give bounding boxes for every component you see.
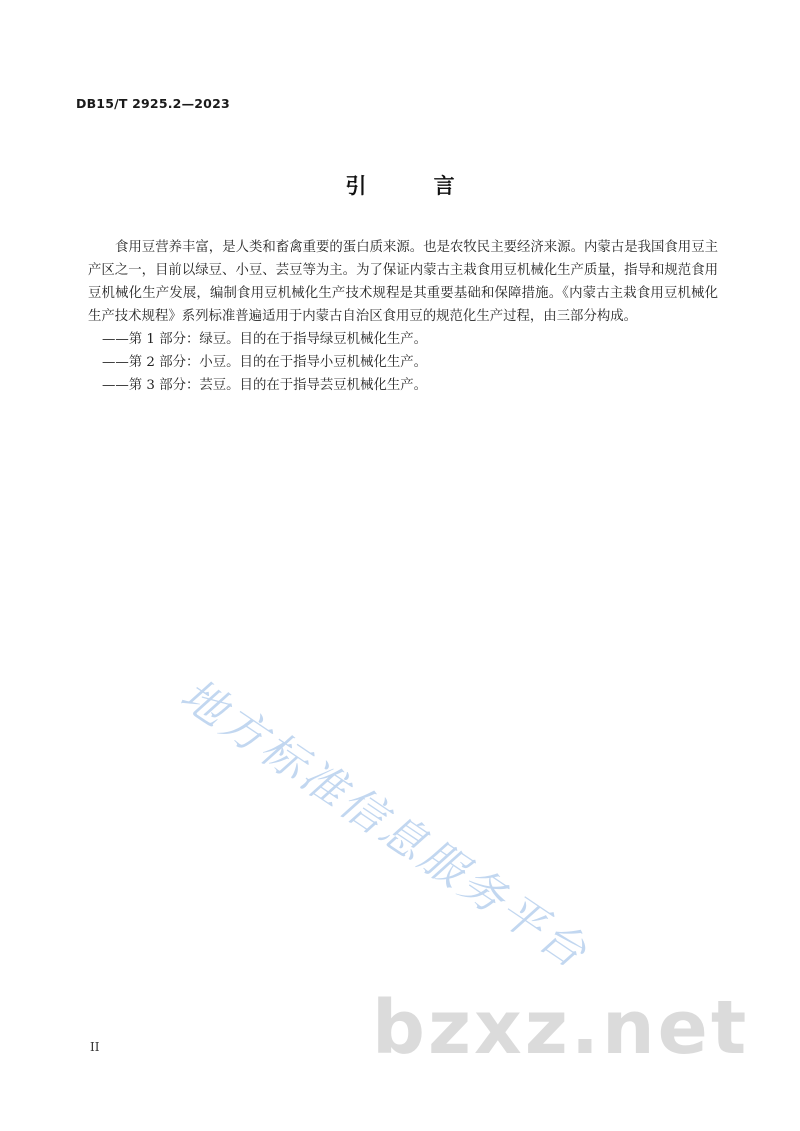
section-title: 引 言 bbox=[345, 174, 485, 198]
part-item-2: ——第 2 部分：小豆。目的在于指导小豆机械化生产。 bbox=[102, 355, 428, 370]
document-code: DB15/T 2925.2—2023 bbox=[76, 96, 230, 111]
intro-paragraph: 食用豆营养丰富，是人类和畜禽重要的蛋白质来源。也是农牧民主要经济来源。内蒙古是我国食用豆主产区之一，目前以绿豆、小豆、芸豆等为主。为了保证内蒙古主栽食用豆机械化生产质量，指导和规范食用豆机械化生产发展，编制食用豆机械化生产技术规程是其重要基础和保障措施。《内蒙古主栽食用豆机械化生产技术规程》系列标准普遍适用于内蒙古自治区食用豆的规范化生产过程，由三部分构成。 bbox=[88, 240, 718, 324]
part-item-3: ——第 3 部分：芸豆。目的在于指导芸豆机械化生产。 bbox=[102, 378, 428, 393]
part-item-1: ——第 1 部分：绿豆。目的在于指导绿豆机械化生产。 bbox=[102, 332, 428, 347]
page-number: II bbox=[90, 1040, 100, 1054]
document-body bbox=[88, 236, 718, 397]
platform-watermark: 地方标准信息服务平台 bbox=[171, 669, 598, 980]
site-watermark: bzxz.net bbox=[372, 985, 750, 1071]
